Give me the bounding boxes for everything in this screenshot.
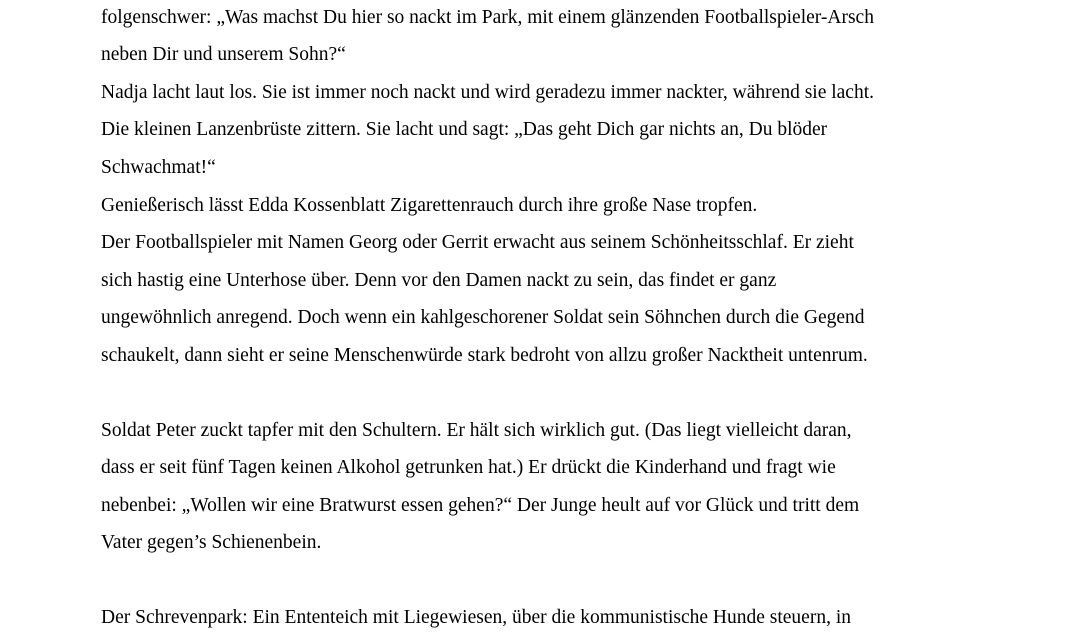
- text-line: nebenbei: „Wollen wir eine Bratwurst essen gehen?“ Der Junge heult auf vor Glück und tritt dem: [101, 495, 860, 516]
- text-line: folgenschwer: „Was machst Du hier so nackt im Park, mit einem glänzenden Footballspieler-Arsch: [101, 7, 874, 28]
- text-line: Schwachmat!“: [101, 157, 216, 178]
- text-line: Die kleinen Lanzenbrüste zittern. Sie lacht und sagt: „Das geht Dich gar nichts an, Du blöder: [101, 119, 828, 140]
- text-line: neben Dir und unserem Sohn?“: [101, 44, 346, 65]
- text-line: Der Schrevenpark: Ein Ententeich mit Liegewiesen, über die kommunistische Hunde steuern, in: [101, 607, 851, 628]
- text-line: sich hastig eine Unterhose über. Denn vor den Damen nackt zu sein, das findet er ganz: [101, 270, 777, 291]
- text-line: Der Footballspieler mit Namen Georg oder Gerrit erwacht aus seinem Schönheitsschlaf. Er zieht: [101, 232, 854, 253]
- text-line: schaukelt, dann sieht er seine Menschenwürde stark bedroht von allzu großer Nacktheit untenrum.: [101, 345, 868, 366]
- text-line: Nadja lacht laut los. Sie ist immer noch nackt und wird geradezu immer nackter, während sie lacht.: [101, 82, 875, 103]
- text-line: Genießerisch lässt Edda Kossenblatt Zigarettenrauch durch ihre große Nase tropfen.: [101, 195, 758, 216]
- text-line: Vater gegen’s Schienenbein.: [101, 532, 322, 553]
- text-line: ungewöhnlich anregend. Doch wenn ein kahlgeschorener Soldat sein Söhnchen durch die Gegend: [101, 307, 865, 328]
- text-line: dass er seit fünf Tagen keinen Alkohol getrunken hat.) Er drückt die Kinderhand und fragt wie: [101, 457, 836, 478]
- text-line: Soldat Peter zuckt tapfer mit den Schultern. Er hält sich wirklich gut. (Das liegt vielleicht daran,: [101, 420, 852, 441]
